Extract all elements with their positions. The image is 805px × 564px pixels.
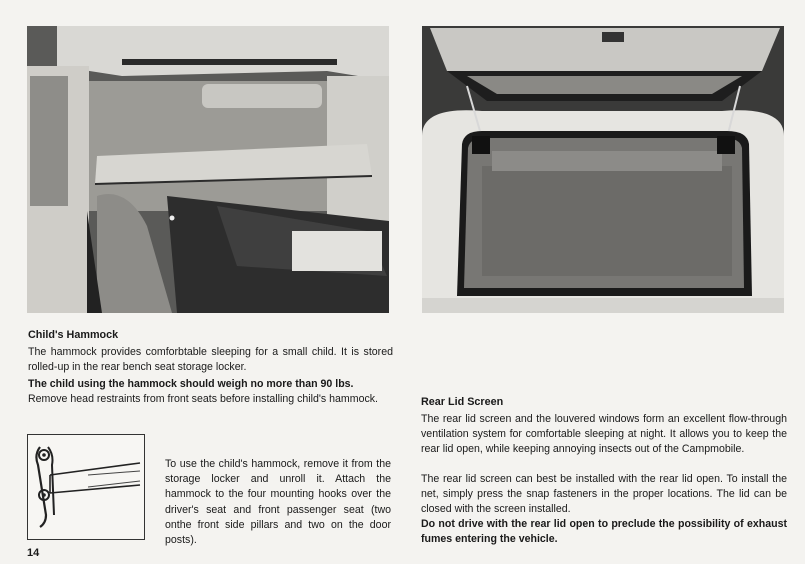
rear-lid-exhaust-warning: Do not drive with the rear lid open to preclude the possibility of exhaust fumes entering the vehicle.: [421, 518, 787, 546]
rear-lid-ventilation-paragraph: The rear lid screen and the louvered windows form an excellent flow-through ventilation system for comfortable sleeping at night. It allows you to keep the rear lid open, while keeping annoying insects out of the Campmobile.: [421, 413, 787, 456]
hammock-photo: [27, 26, 389, 313]
page-number: 14: [27, 547, 40, 559]
rear-lid-install-paragraph: The rear lid screen can best be installed with the rear lid open. To install the net, simply press the snap fasteners in the proper locations. The lid can be closed with the screen installed.: [421, 473, 787, 516]
mounting-hook-diagram: [27, 434, 145, 540]
hammock-intro-paragraph: The hammock provides comforbtable sleeping for a small child. It is stored rolled-up in the rear bench seat storage locker.: [28, 346, 393, 374]
rear-lid-heading: Rear Lid Screen: [421, 396, 504, 408]
hammock-weight-warning: The child using the hammock should weigh no more than 90 lbs.: [28, 378, 354, 390]
hammock-heading: Child's Hammock: [28, 329, 119, 341]
hammock-restraints-paragraph: Remove head restraints from front seats before installing child's hammock.: [28, 393, 379, 405]
hammock-install-paragraph: To use the child's hammock, remove it from the storage locker and unroll it. Attach the hammock to the four mounting hooks over the driver's seat and front passenger seat (two onthe front side pillars and two on the door posts).: [165, 458, 391, 547]
rear-lid-photo: [422, 26, 784, 313]
